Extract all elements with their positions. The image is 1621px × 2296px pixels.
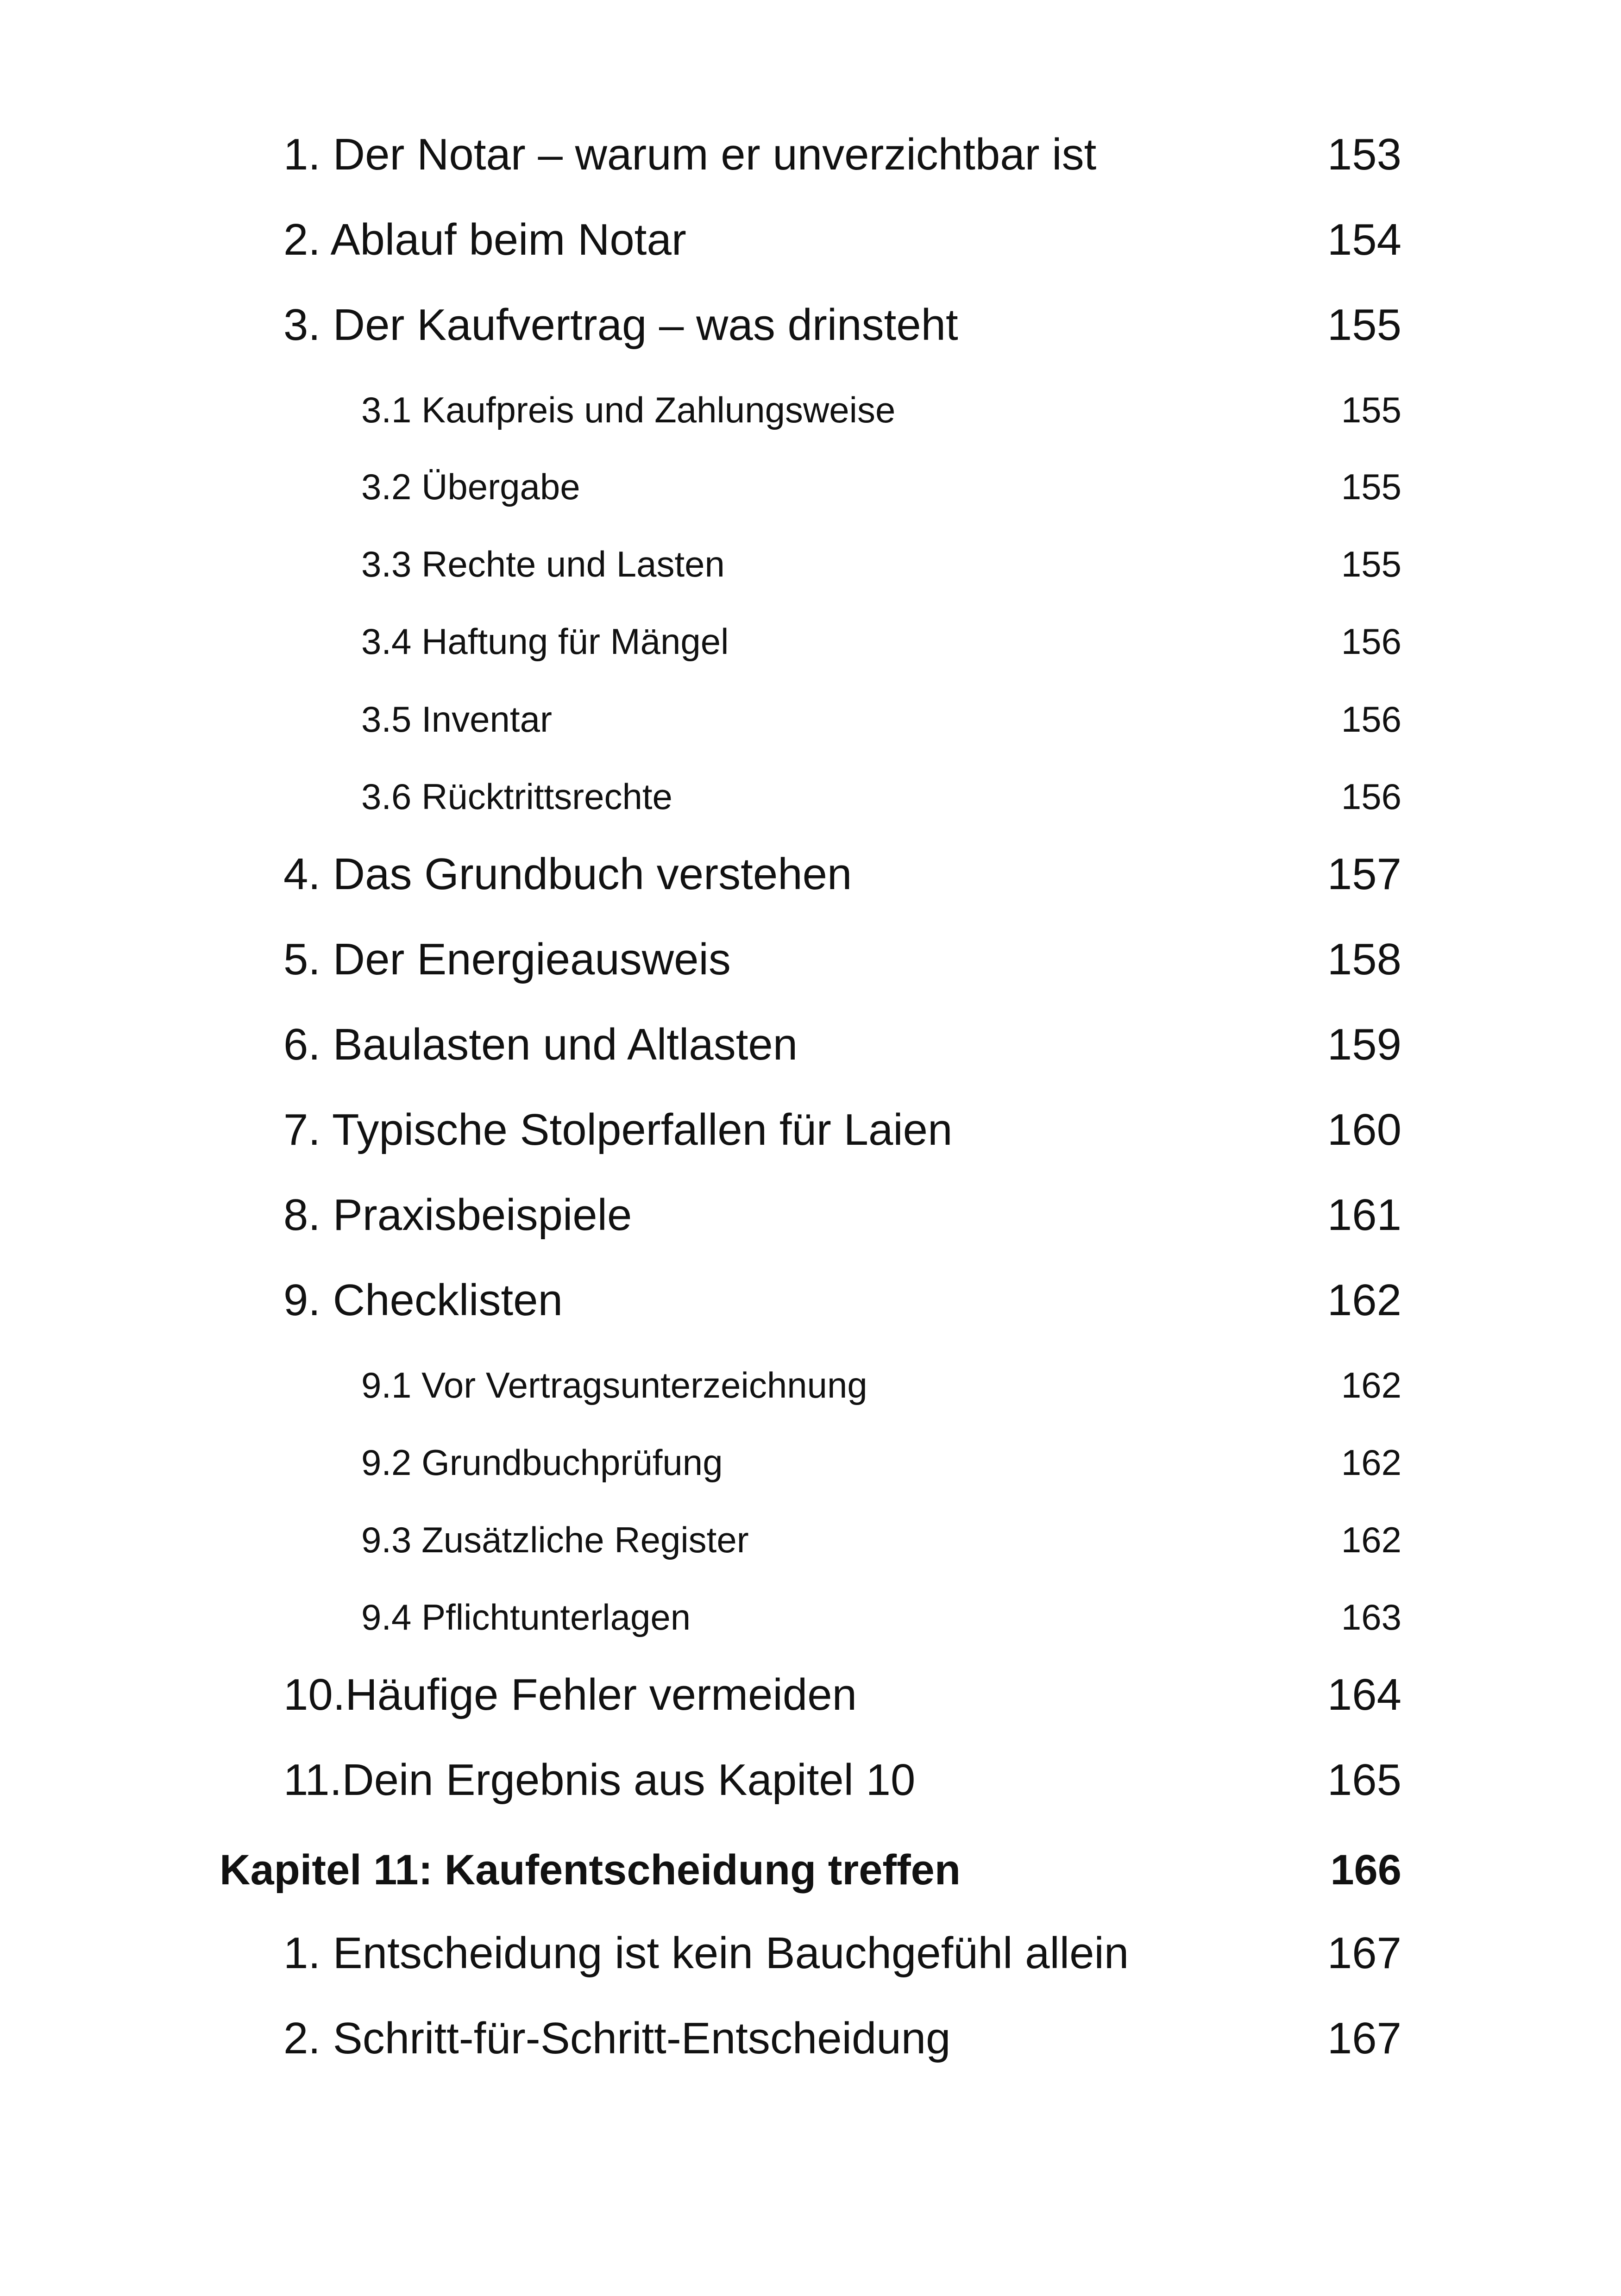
toc-entry-10-fehler [0, 1651, 1621, 1721]
toc-entry-6-baulasten [0, 1001, 1621, 1071]
toc-entry-page: 155 [1341, 544, 1401, 584]
toc-entry-page: 162 [1341, 1365, 1401, 1405]
toc-entry-label: 3.3 Rechte und Lasten [361, 544, 725, 584]
toc-entry-page: 167 [1327, 2014, 1401, 2063]
toc-entry-label: 3.6 Rücktrittsrechte [361, 776, 672, 817]
toc-entry-2-schritt [0, 1995, 1621, 2064]
toc-subentry-3-2 [0, 439, 1621, 508]
toc-entry-label: 5. Der Energieausweis [283, 935, 731, 984]
toc-entry-page: 156 [1341, 621, 1401, 662]
toc-entry-label: 2. Schritt-für-Schritt-Entscheidung [283, 2014, 951, 2063]
toc-subentry-9-3 [0, 1492, 1621, 1562]
toc-entry-page: 167 [1327, 1928, 1401, 1978]
toc-entry-7-stolperfallen [0, 1086, 1621, 1156]
toc-subentry-3-3 [0, 516, 1621, 586]
toc-entry-label: 9.2 Grundbuchprüfung [361, 1442, 723, 1483]
toc-entry-9-checklisten [0, 1257, 1621, 1326]
toc-entry-page: 162 [1327, 1275, 1401, 1325]
toc-entry-label: 11.Dein Ergebnis aus Kapitel 10 [283, 1755, 916, 1805]
toc-entry-label: 3.2 Übergabe [361, 466, 580, 507]
toc-subentry-9-4 [0, 1569, 1621, 1639]
toc-chapter-label: Kapitel 11: Kaufentscheidung treffen [220, 1846, 961, 1894]
toc-entry-label: 9.4 Pflichtunterlagen [361, 1597, 691, 1637]
toc-entry-page: 158 [1327, 935, 1401, 984]
toc-entry-page: 157 [1327, 849, 1401, 899]
toc-entry-page: 155 [1341, 466, 1401, 507]
toc-entry-page: 165 [1327, 1755, 1401, 1805]
toc-chapter-11 [0, 1826, 1621, 1895]
toc-subentry-3-6 [0, 749, 1621, 818]
toc-entry-label: 6. Baulasten und Altlasten [283, 1020, 798, 1069]
toc-entry-label: 9. Checklisten [283, 1275, 563, 1325]
toc-entry-page: 156 [1341, 699, 1401, 740]
toc-chapter-page: 166 [1330, 1846, 1401, 1894]
toc-subentry-3-1 [0, 362, 1621, 432]
toc-entry-label: 3. Der Kaufvertrag – was drinsteht [283, 300, 958, 350]
toc-entry-label: 1. Der Notar – warum er unverzichtbar ist [283, 130, 1097, 179]
toc-entry-11-ergebnis [0, 1737, 1621, 1806]
toc-entry-page: 164 [1327, 1670, 1401, 1719]
toc-entry-page: 155 [1341, 389, 1401, 430]
toc-entry-page: 160 [1327, 1105, 1401, 1154]
toc-entry-page: 162 [1341, 1442, 1401, 1483]
toc-entry-page: 156 [1341, 776, 1401, 817]
toc-entry-label: 3.4 Haftung für Mängel [361, 621, 729, 662]
toc-subentry-9-2 [0, 1415, 1621, 1484]
toc-subentry-3-5 [0, 671, 1621, 741]
toc-entry-label: 1. Entscheidung ist kein Bauchgefühl allein [283, 1928, 1129, 1978]
toc-entry-page: 163 [1341, 1597, 1401, 1637]
toc-entry-label: 10.Häufige Fehler vermeiden [283, 1670, 857, 1719]
toc-subentry-9-1 [0, 1337, 1621, 1407]
toc-entry-page: 161 [1327, 1190, 1401, 1240]
toc-subentry-3-4 [0, 594, 1621, 663]
toc-entry-label: 3.1 Kaufpreis und Zahlungsweise [361, 389, 896, 430]
toc-entry-8-praxisbeispiele [0, 1172, 1621, 1241]
toc-entry-2-ablauf [0, 196, 1621, 266]
toc-entry-label: 8. Praxisbeispiele [283, 1190, 632, 1240]
toc-entry-page: 162 [1341, 1519, 1401, 1560]
toc-entry-4-grundbuch [0, 831, 1621, 900]
toc-entry-3-kaufvertrag [0, 282, 1621, 351]
toc-entry-label: 4. Das Grundbuch verstehen [283, 849, 852, 899]
toc-entry-label: 9.1 Vor Vertragsunterzeichnung [361, 1365, 867, 1405]
toc-entry-1-notar [0, 111, 1621, 181]
toc-entry-1-entscheidung [0, 1910, 1621, 1979]
toc-entry-page: 154 [1327, 215, 1401, 264]
toc-entry-page: 153 [1327, 130, 1401, 179]
toc-entry-page: 155 [1327, 300, 1401, 350]
toc-entry-label: 7. Typische Stolperfallen für Laien [283, 1105, 953, 1154]
toc-entry-5-energieausweis [0, 916, 1621, 985]
toc-entry-label: 3.5 Inventar [361, 699, 552, 740]
toc-entry-label: 9.3 Zusätzliche Register [361, 1519, 749, 1560]
toc-entry-label: 2. Ablauf beim Notar [283, 215, 686, 264]
toc-entry-page: 159 [1327, 1020, 1401, 1069]
